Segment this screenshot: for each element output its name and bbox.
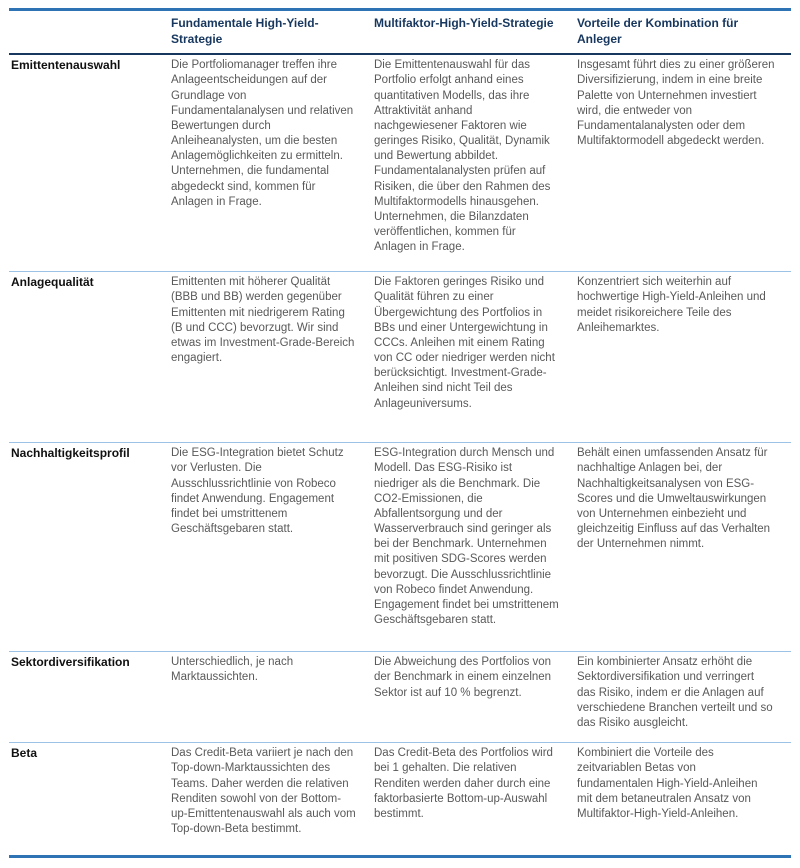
header-cell-multifactor: Multifaktor-High-Yield-Strategie bbox=[374, 16, 554, 30]
table-cell: Emittenten mit höherer Qualität (BBB und BB) werden gegenüber Emittenten mit niedrigerem Rating (B und CCC) bevorzugt. Wir sind etwas im Investment-Grade-Bereich engagiert. bbox=[171, 276, 355, 365]
table-cell: Kombiniert die Vorteile des zeitvariablen Betas von fundamentalen High-Yield-Anleihen mit dem betaneutralen Ansatz von Multifaktor-High-Yield-Anleihen. bbox=[577, 747, 758, 820]
table-cell: Die Emittentenauswahl für das Portfolio erfolgt anhand eines quantitativen Modells, das ihre Attraktivität anhand nachgewiesener Faktoren wie geringes Risiko, Qualität, Dynamik und Bewertung abbildet. Fundamentalanalysten prüfen auf Risiken, die über den Rahmen des Multifaktormodells hinausgehen. Unternehmen, die Bilanzdaten veröffentlichen, kommen für Anlagen in Frage. bbox=[374, 59, 551, 254]
table-row bbox=[9, 443, 791, 652]
row-label: Sektordiversifikation bbox=[11, 655, 130, 670]
table-cell: Unterschiedlich, je nach Marktaussichten. bbox=[171, 656, 294, 684]
strategy-comparison-table bbox=[9, 8, 791, 858]
table-cell: Konzentriert sich weiterhin auf hochwertige High-Yield-Anleihen und meidet risikoreichere Teile des Anleihemarktes. bbox=[577, 276, 766, 334]
table-cell: Das Credit-Beta variiert je nach den Top-down-Marktaussichten des Teams. Daher werden die relativen Renditen sowohl von der Bottom-up-Emittentenauswahl als auch vom Top-down-Beta bestimmt. bbox=[171, 747, 356, 836]
table-row bbox=[9, 652, 791, 743]
table-cell: Ein kombinierter Ansatz erhöht die Sektordiversifikation und verringert das Risiko, indem er die Anlagen auf verschiedene Branchen verteilt und so das Risiko ausgleicht. bbox=[577, 656, 773, 729]
table-cell: Das Credit-Beta des Portfolios wird bei 1 gehalten. Die relativen Renditen werden daher durch eine faktorbasierte Bottom-up-Auswahl bestimmt. bbox=[374, 747, 553, 820]
table-cell: Die ESG-Integration bietet Schutz vor Verlusten. Die Ausschlussrichtlinie von Robeco findet Anwendung. Engagement findet bei umstrittenem Geschäftsgebaren statt. bbox=[171, 447, 344, 536]
header-cell-fundamental: Fundamentale High-Yield-Strategie bbox=[171, 16, 319, 46]
table-row bbox=[9, 55, 791, 272]
table-header-row bbox=[9, 11, 791, 55]
table-cell: Die Abweichung des Portfolios von der Benchmark in einem einzelnen Sektor ist auf 10 % begrenzt. bbox=[374, 656, 552, 699]
table-cell: Insgesamt führt dies zu einer größeren Diversifizierung, indem in eine breite Palette von Unternehmen investiert wird, die entweder von Fundamentalanalysten oder dem Multifaktormodell abgedeckt werden. bbox=[577, 59, 775, 148]
table-cell: Behält einen umfassenden Ansatz für nachhaltige Anlagen bei, der Nachhaltigkeitsanalysen von ESG-Scores und die Umweltauswirkungen von Unternehmen einbezieht und gleichzeitig Einfluss auf das Verhalten der Unternehmen nimmt. bbox=[577, 447, 771, 551]
table-row bbox=[9, 272, 791, 443]
table-cell: Die Portfoliomanager treffen ihre Anlageentscheidungen auf der Grundlage von Fundamentalanalysen und relativen Bewertungen durch Anleiheanalysten, um die besten Anlagemöglichkeiten zu ermitteln. Unternehmen, die fundamental abgedeckt sind, kommen für Anlagen in Frage. bbox=[171, 59, 354, 208]
row-label: Emittentenauswahl bbox=[11, 58, 121, 73]
header-cell-combination: Vorteile der Kombination für Anleger bbox=[577, 16, 739, 46]
row-label: Nachhaltigkeitsprofil bbox=[11, 446, 130, 461]
row-label: Beta bbox=[11, 746, 38, 761]
row-label: Anlagequalität bbox=[11, 275, 94, 290]
table-cell: Die Faktoren geringes Risiko und Qualität führen zu einer Übergewichtung des Portfolios in BBs und einer Untergewichtung in CCCs. Anleihen mit einem Rating von CC oder niedriger werden nicht berücksichtigt. Investment-Grade-Anleihen sind nicht Teil des Anlageuniversums. bbox=[374, 276, 555, 410]
header-cell-empty bbox=[9, 11, 169, 53]
table-row bbox=[9, 743, 791, 855]
table-cell: ESG-Integration durch Mensch und Modell. Das ESG-Risiko ist niedriger als die Benchmark. Die CO2-Emissionen, die Abfallentsorgung und der Wasserverbrauch sind geringer als bei der Benchmark. Unternehmen mit positiven SDG-Scores werden bevorzugt. Die Ausschlussrichtlinie von Robeco findet Anwendung. Engagement findet bei umstrittenem Geschäftsgebaren statt. bbox=[374, 447, 559, 627]
